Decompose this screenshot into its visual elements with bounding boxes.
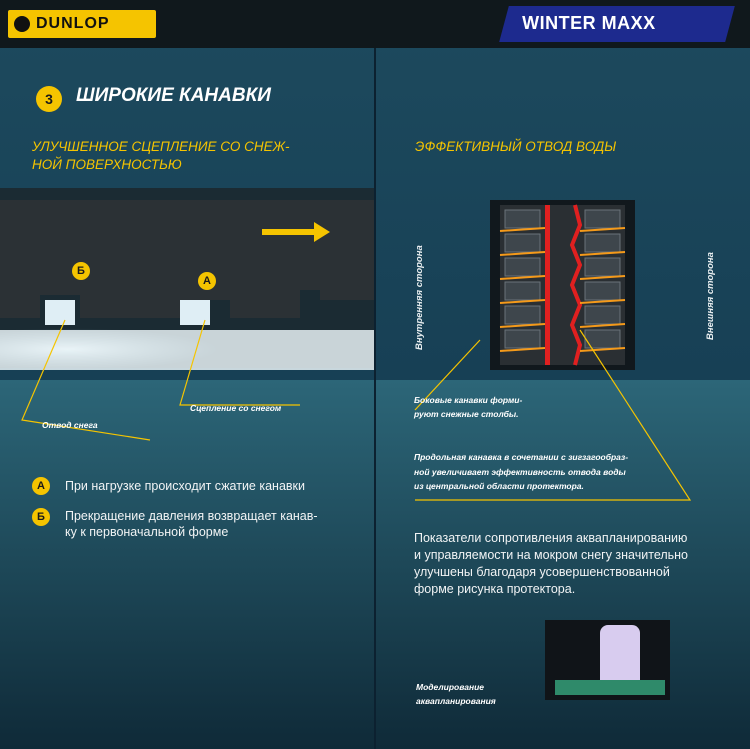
label-b-badge: Б xyxy=(72,262,90,280)
inner-side-label: Внутренняя сторона xyxy=(414,245,425,350)
note-lateral-grooves-line1: Боковые канавки форми- xyxy=(414,395,523,405)
caption-snow-removal: Отвод снега xyxy=(42,420,98,430)
dunlop-emblem-icon xyxy=(14,16,30,32)
note-lateral-grooves-line2: руют снежные столбы. xyxy=(414,409,519,419)
legend-text-a: При нагрузке происходит сжатие канавки xyxy=(65,479,306,493)
summary-line3: улучшены благодаря усовершенствованной xyxy=(414,565,670,579)
outer-side-label: Внешняя сторона xyxy=(705,252,716,340)
legend-badge-a: А xyxy=(32,477,50,495)
summary-line2: и управляемости на мокром снегу значительно xyxy=(414,548,689,562)
direction-arrow-icon xyxy=(262,225,332,239)
legend-badge-b: Б xyxy=(32,508,50,526)
note-longitudinal-line1: Продольная канавка в сочетании с зигзагообраз- xyxy=(414,452,629,462)
note-longitudinal-line2: ной увеличивает эффективность отвода воды xyxy=(414,467,626,477)
sim-label-line2: аквапланирования xyxy=(416,696,496,706)
section-number-badge: 3 xyxy=(36,86,62,112)
winter-maxx-text: WINTER MAXX xyxy=(522,13,656,33)
legend-text-b-line2: ку к первоначальной форме xyxy=(65,525,229,539)
right-subtitle: ЭФФЕКТИВНЫЙ ОТВОД ВОДЫ xyxy=(415,139,617,154)
winter-maxx-logo xyxy=(499,6,735,42)
dunlop-logo-text: DUNLOP xyxy=(36,15,110,32)
note-longitudinal-line3: из центральной области протектора. xyxy=(414,481,584,491)
dunlop-logo xyxy=(8,10,156,38)
caption-snow-grip: Сцепление со снегом xyxy=(190,403,282,413)
sim-label-line1: Моделирование xyxy=(416,682,485,692)
summary-line1: Показатели сопротивления аквапланированию xyxy=(414,531,688,545)
summary-line4: форме рисунка протектора. xyxy=(414,582,576,596)
left-subtitle-line2: НОЙ ПОВЕРХНОСТЬЮ xyxy=(32,157,182,172)
label-a-badge: А xyxy=(198,272,216,290)
legend-text-b-line1: Прекращение давления возвращает канав- xyxy=(65,509,318,523)
section-title: ШИРОКИЕ КАНАВКИ xyxy=(76,85,271,106)
left-subtitle-line1: УЛУЧШЕННОЕ СЦЕПЛЕНИЕ СО СНЕЖ- xyxy=(32,139,290,154)
